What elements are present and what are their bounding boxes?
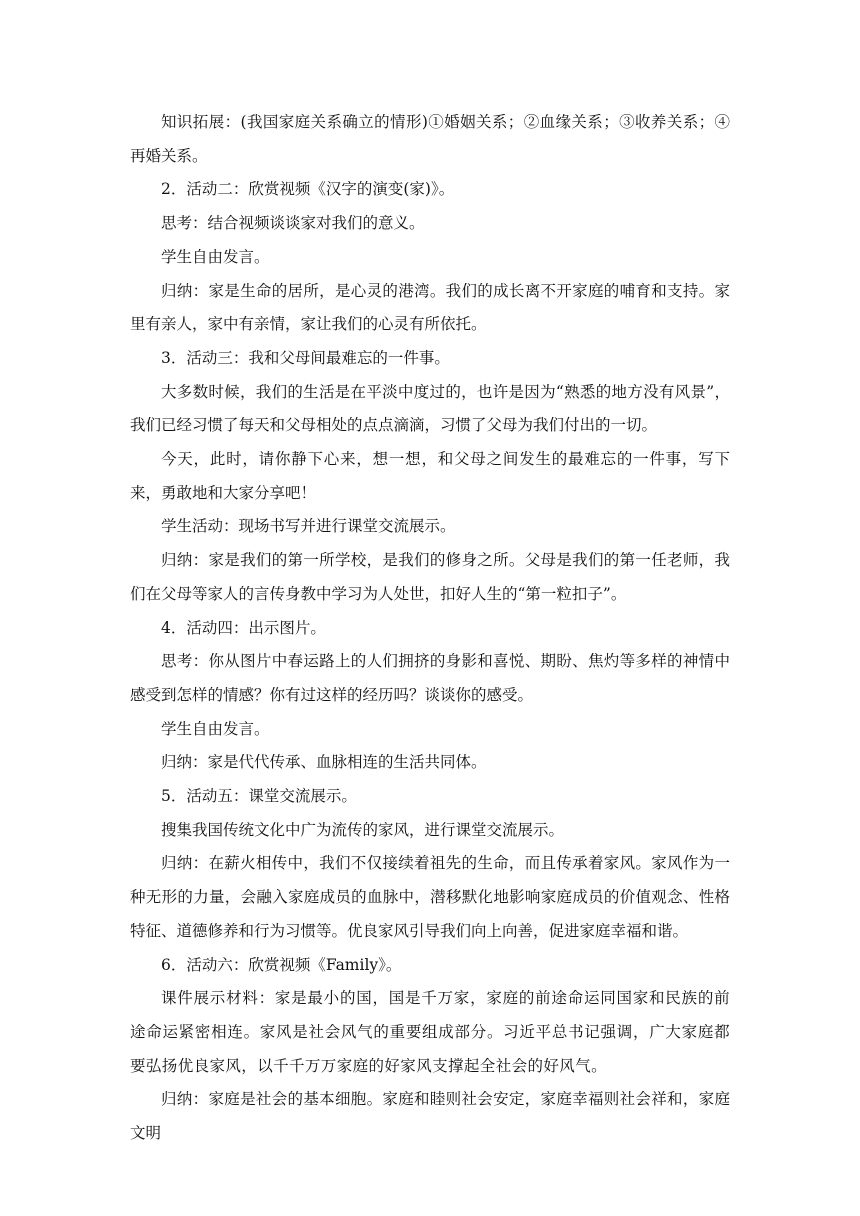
paragraph-activity-5-task: 搜集我国传统文化中广为流传的家风，进行课堂交流展示。	[161, 820, 565, 839]
paragraph-activity-3-intro: 大多数时候，我们的生活是在平淡中度过的，也许是因为“熟悉的地方没有风景”，我们已经习惯了每天和父母相处的点点滴滴，习惯了父母为我们付出的一切。	[130, 382, 730, 435]
paragraph-activity-4-heading: 4．活动四：出示图片。	[161, 618, 326, 637]
paragraph-activity-2-student: 学生自由发言。	[161, 247, 270, 266]
paragraph-activity-4-question: 思考：你从图片中春运路上的人们拥挤的身影和喜悦、期盼、焦灼等多样的神情中感受到怎样的情感？你有过这样的经历吗？谈谈你的感受。	[130, 652, 730, 704]
document-body	[130, 106, 730, 1151]
paragraph-activity-2-summary: 归纳：家是生命的居所，是心灵的港湾。我们的成长离不开家庭的哺育和支持。家里有亲人，家中有亲情，家让我们的心灵有所依托。	[130, 281, 730, 334]
paragraph-activity-4-summary: 归纳：家是代代传承、血脉相连的生活共同体。	[161, 753, 487, 772]
paragraph-activity-6-summary: 归纳：家庭是社会的基本细胞。家庭和睦则社会安定，家庭幸福则社会祥和，家庭文明	[130, 1090, 730, 1143]
paragraph-activity-5-summary: 归纳：在薪火相传中，我们不仅接续着祖先的生命，而且传承着家风。家风作为一种无形的力量，会融入家庭成员的血脉中，潜移默化地影响家庭成员的价值观念、性格特征、道德修养和行为习惯等。优良家风引导我们向上向善，促进家庭幸福和谐。	[130, 854, 730, 940]
paragraph-activity-3-student: 学生活动：现场书写并进行课堂交流展示。	[161, 517, 456, 536]
paragraph-activity-2-heading: 2．活动二：欣赏视频《汉字的演变(家)》。	[161, 180, 455, 199]
paragraph-activity-6-material: 课件展示材料：家是最小的国，国是千万家，家庭的前途命运同国家和民族的前途命运紧密相连。家风是社会风气的重要组成部分。习近平总书记强调，广大家庭都要弘扬优良家风，以千千万万家庭的好家风支撑起全社会的好风气。	[130, 989, 730, 1075]
paragraph-activity-5-heading: 5．活动五：课堂交流展示。	[161, 787, 357, 806]
paragraph-activity-2-question: 思考：结合视频谈谈家对我们的意义。	[161, 214, 425, 233]
paragraph-activity-3-summary: 归纳：家是我们的第一所学校，是我们的修身之所。父母是我们的第一任老师，我们在父母等家人的言传身教中学习为人处世，扣好人生的“第一粒扣子”。	[130, 551, 730, 603]
paragraph-activity-6-heading: 6．活动六：欣赏视频《Family》。	[161, 955, 402, 974]
paragraph-activity-3-heading: 3．活动三：我和父母间最难忘的一件事。	[161, 348, 450, 367]
paragraph-knowledge-extension: 知识拓展：(我国家庭关系确立的情形)①婚姻关系；②血缘关系；③收养关系；④再婚关系。	[130, 113, 730, 165]
paragraph-activity-4-student: 学生自由发言。	[161, 719, 270, 738]
paragraph-activity-3-prompt: 今天，此时，请你静下心来，想一想，和父母之间发生的最难忘的一件事，写下来，勇敢地和大家分享吧！	[130, 450, 730, 502]
